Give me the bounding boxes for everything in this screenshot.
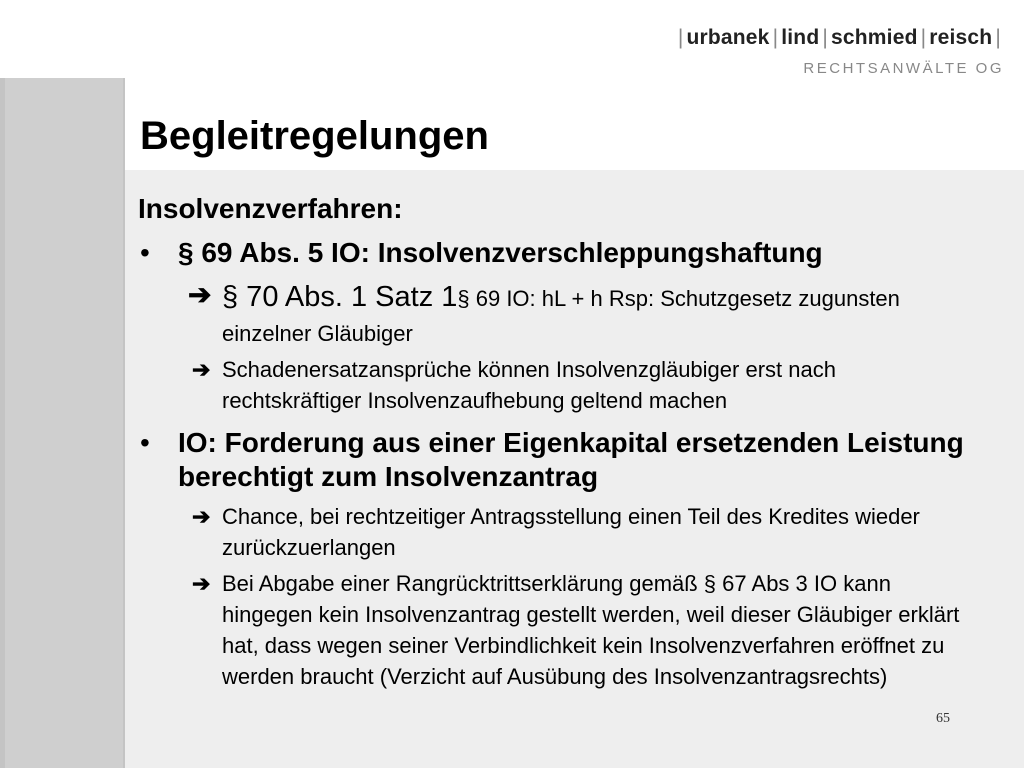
sub-item-text: Chance, bei rechtzeitiger Antragsstellung einen Teil des Kredites wieder zurückzuerlangen bbox=[222, 504, 920, 561]
sub-item-text: § 69 IO: hL + h Rsp: Schutzgesetz zugunsten einzelner Gläubiger bbox=[222, 286, 900, 347]
sub-item bbox=[138, 568, 968, 693]
section-heading: Insolvenzverfahren: bbox=[138, 193, 403, 224]
logo-separator: | bbox=[677, 26, 684, 49]
bullet-text: IO: Forderung aus einer Eigenkapital ersetzenden Leistung berechtigt zum Insolvenzantrag bbox=[178, 427, 964, 492]
logo-name-urbanek: urbanek bbox=[686, 26, 770, 49]
left-decor-bar bbox=[0, 78, 125, 768]
logo-name-lind: lind bbox=[781, 26, 820, 49]
arrow-right-icon: ➔ bbox=[192, 504, 211, 530]
bullet-marker: • bbox=[140, 236, 150, 268]
sub-item bbox=[138, 354, 968, 416]
sub-item-text: Bei Abgabe einer Rangrücktrittserklärung gemäß § 67 Abs 3 IO kann hingegen kein Insolvenzantrag gestellt werden, weil dieser Gläubiger erklärt hat, dass wegen seiner Verbindlichkeit kein Insolvenzverfahren eröffnet zu werden braucht (Verzicht auf Ausübung des Insolvenzantragsrechts) bbox=[222, 570, 960, 690]
logo-separator: | bbox=[995, 26, 1001, 49]
sub-item-lead: § 70 Abs. 1 Satz 1 bbox=[222, 281, 458, 314]
firm-logo bbox=[675, 26, 1004, 77]
left-decor-bar-inner bbox=[5, 78, 123, 768]
sub-item-text: Schadenersatzansprüche können Insolvenzgläubiger erst nach rechtskräftiger Insolvenzaufhebung geltend machen bbox=[222, 356, 836, 413]
arrow-right-icon: ➔ bbox=[188, 279, 212, 311]
bullet-item bbox=[138, 236, 968, 270]
logo-name-schmied: schmied bbox=[831, 26, 918, 49]
bullet-text: § 69 Abs. 5 IO: Insolvenzverschleppungshaftung bbox=[178, 236, 823, 268]
arrow-right-icon: ➔ bbox=[192, 356, 211, 382]
slide-body bbox=[138, 192, 968, 697]
logo-separator: | bbox=[920, 26, 927, 49]
bullet-marker: • bbox=[140, 427, 150, 459]
slide-title: Begleitregelungen bbox=[140, 114, 489, 158]
arrow-right-icon: ➔ bbox=[192, 570, 211, 596]
page-number: 65 bbox=[936, 711, 950, 726]
logo-separator: | bbox=[822, 26, 828, 49]
sub-item bbox=[138, 277, 968, 349]
sub-item bbox=[138, 501, 968, 563]
logo-names bbox=[675, 26, 1004, 50]
logo-name-reisch: reisch bbox=[929, 26, 993, 49]
logo-separator: | bbox=[772, 26, 779, 49]
bullet-item bbox=[138, 426, 968, 493]
logo-subtitle: RECHTSANWÄLTE OG bbox=[803, 60, 1004, 77]
